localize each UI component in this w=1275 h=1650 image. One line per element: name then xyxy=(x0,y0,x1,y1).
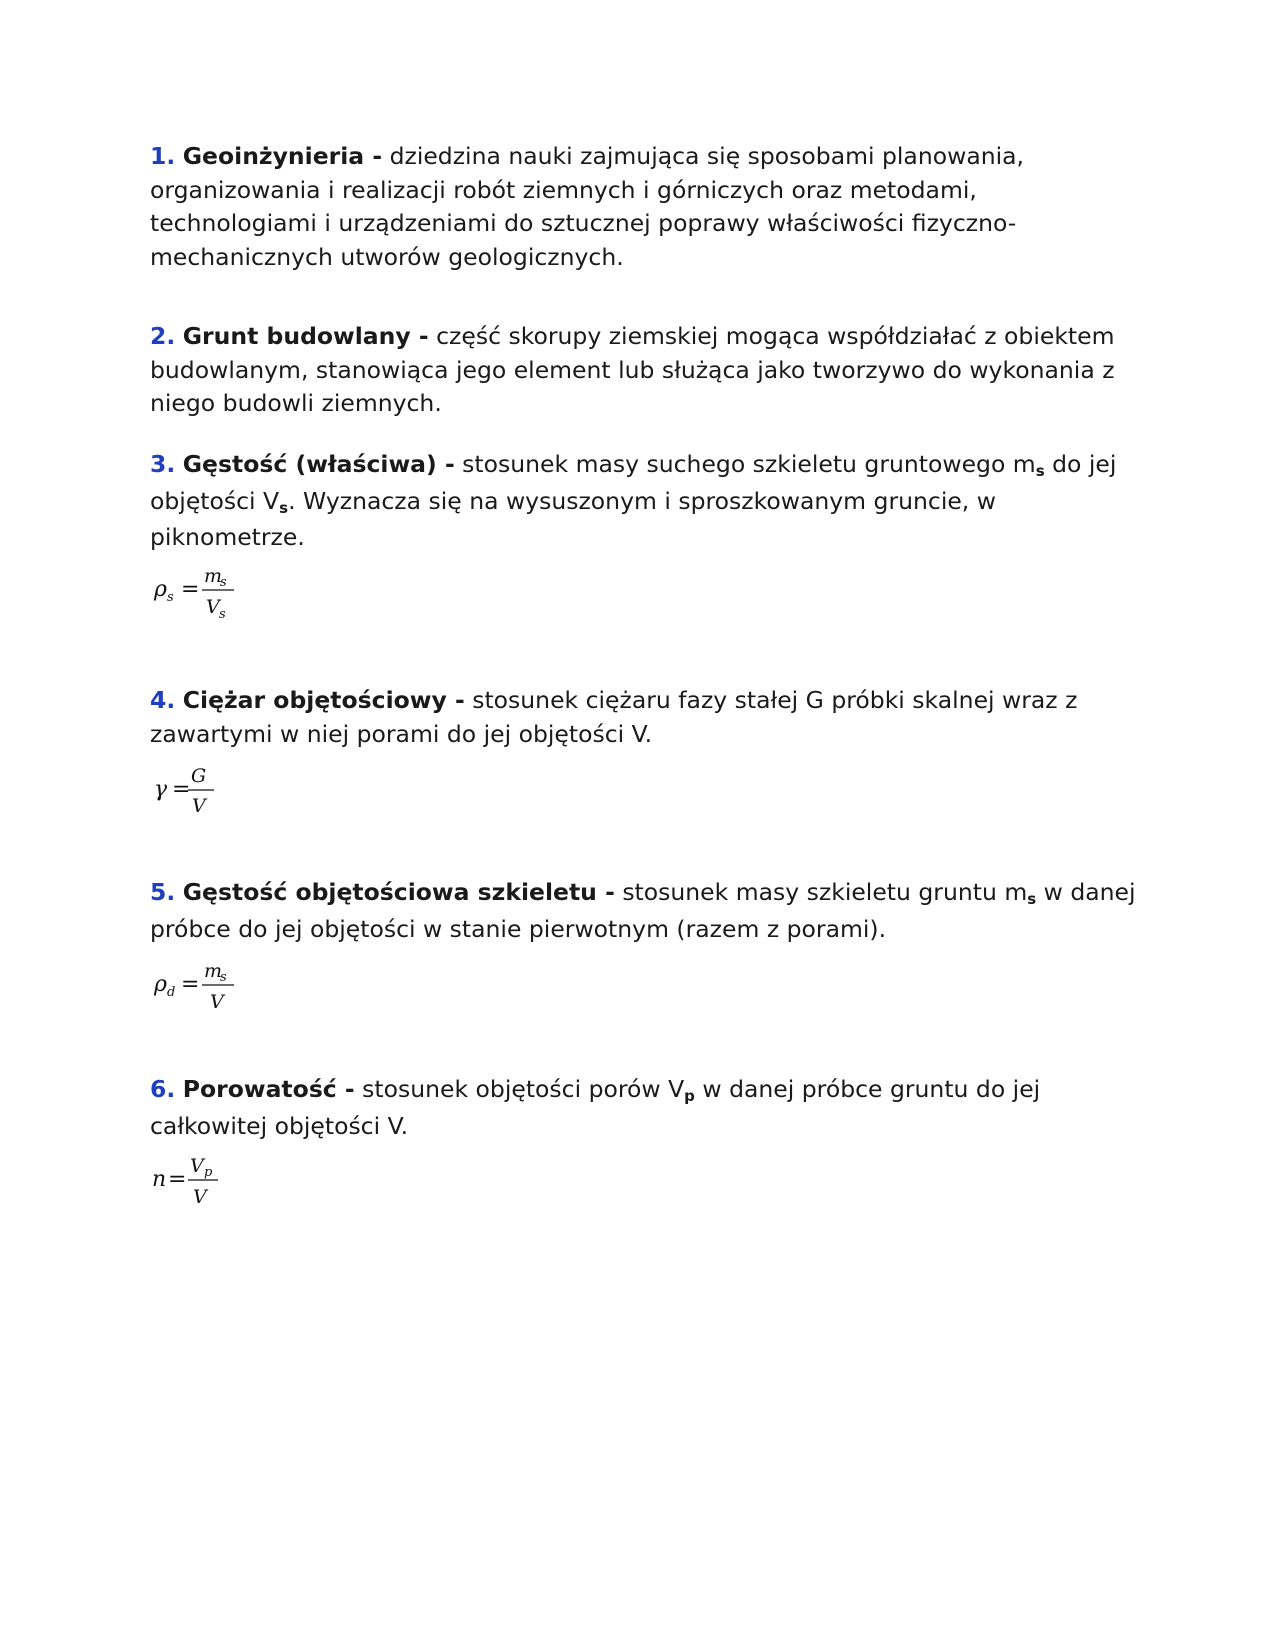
formula-numerator-sub: s xyxy=(220,970,227,985)
definition-grunt-budowlany xyxy=(150,320,1150,421)
item-number: 2. xyxy=(150,322,176,350)
formula-lhs: n xyxy=(152,1167,167,1192)
item-term: Grunt budowlany - xyxy=(182,322,429,350)
formula-lhs: ρ xyxy=(154,577,167,602)
item-term: Porowatość - xyxy=(182,1075,355,1103)
definition-porowatosc xyxy=(150,1073,1150,1143)
subscript: s xyxy=(1035,462,1045,480)
formula-svg xyxy=(150,560,270,630)
formula-lhs: ρ xyxy=(154,972,167,997)
item-text: stosunek objętości porów V xyxy=(354,1075,685,1103)
formula-svg xyxy=(150,760,270,830)
definition-geoinzynieria xyxy=(150,140,1150,274)
item-number: 6. xyxy=(150,1075,176,1103)
item-text: stosunek masy suchego szkieletu gruntowego m xyxy=(454,450,1036,478)
formula-gestosc-wlasciwa xyxy=(150,560,270,620)
formula-denominator: V xyxy=(192,795,206,817)
item-number: 5. xyxy=(150,878,176,906)
formula-ciezar-objetosciowy xyxy=(150,760,270,820)
formula-numerator: m xyxy=(204,960,223,982)
formula-eq: = xyxy=(181,577,200,602)
formula-lhs: γ xyxy=(154,777,168,802)
item-term: Gęstość (właściwa) - xyxy=(182,450,455,478)
definition-gestosc-objetosciowa-szkieletu xyxy=(150,876,1150,946)
item-number: 1. xyxy=(150,142,176,170)
subscript: s xyxy=(279,498,289,517)
formula-eq: = xyxy=(172,777,191,802)
formula-svg xyxy=(150,1150,270,1220)
definition-gestosc-wlasciwa xyxy=(150,448,1150,555)
formula-numerator: G xyxy=(191,765,207,787)
formula-lhs-sub: d xyxy=(167,985,176,1000)
item-text: w danej próbce gruntu do jej całkowitej objętości V. xyxy=(150,1075,1041,1140)
subscript: p xyxy=(684,1087,695,1105)
item-number: 4. xyxy=(150,686,176,714)
formula-gestosc-objetosciowa-szkieletu xyxy=(150,955,270,1015)
item-text: stosunek ciężaru fazy stałej G próbki skalnej wraz z zawartymi w niej porami do jej objętości V. xyxy=(150,686,1078,748)
formula-denominator: V xyxy=(206,596,220,618)
item-text: do jej objętości V xyxy=(150,450,1117,515)
item-number: 3. xyxy=(150,450,176,478)
item-text: dziedzina nauki zajmująca się sposobami planowania, organizowania i realizacji robót ziemnych i górniczych oraz metodami, technologiami i urządzeniami do sztucznej poprawy właściwości fizyczno-mechanicznych utworów geologicznych. xyxy=(150,142,1025,271)
item-term: Geoinżynieria - xyxy=(182,142,383,170)
formula-denominator: V xyxy=(193,1186,207,1208)
formula-porowatosc xyxy=(150,1150,270,1210)
formula-denominator: V xyxy=(210,991,224,1013)
item-text: część skorupy ziemskiej mogąca współdziałać z obiektem budowlanym, stanowiąca jego element lub służąca jako tworzywo do wykonania z niego budowli ziemnych. xyxy=(150,322,1115,417)
item-term: Ciężar objętościowy - xyxy=(182,686,465,714)
definition-ciezar-objetosciowy xyxy=(150,684,1150,751)
formula-numerator: V xyxy=(190,1155,204,1177)
formula-svg xyxy=(150,955,270,1025)
formula-numerator-sub: s xyxy=(220,575,227,590)
formula-denominator-sub: s xyxy=(219,607,226,622)
formula-eq: = xyxy=(181,972,200,997)
item-text: stosunek masy szkieletu gruntu m xyxy=(614,878,1028,906)
item-text: w danej próbce do jej objętości w stanie pierwotnym (razem z porami). xyxy=(150,878,1136,943)
subscript: s xyxy=(1027,890,1037,908)
formula-numerator: m xyxy=(204,565,223,587)
formula-eq: = xyxy=(168,1167,187,1192)
formula-numerator-sub: p xyxy=(204,1165,213,1180)
item-text: . Wyznacza się na wysuszonym i sproszkowanym gruncie, w piknometrze. xyxy=(150,486,996,551)
item-term: Gęstość objętościowa szkieletu - xyxy=(182,878,615,906)
formula-lhs-sub: s xyxy=(167,590,174,605)
